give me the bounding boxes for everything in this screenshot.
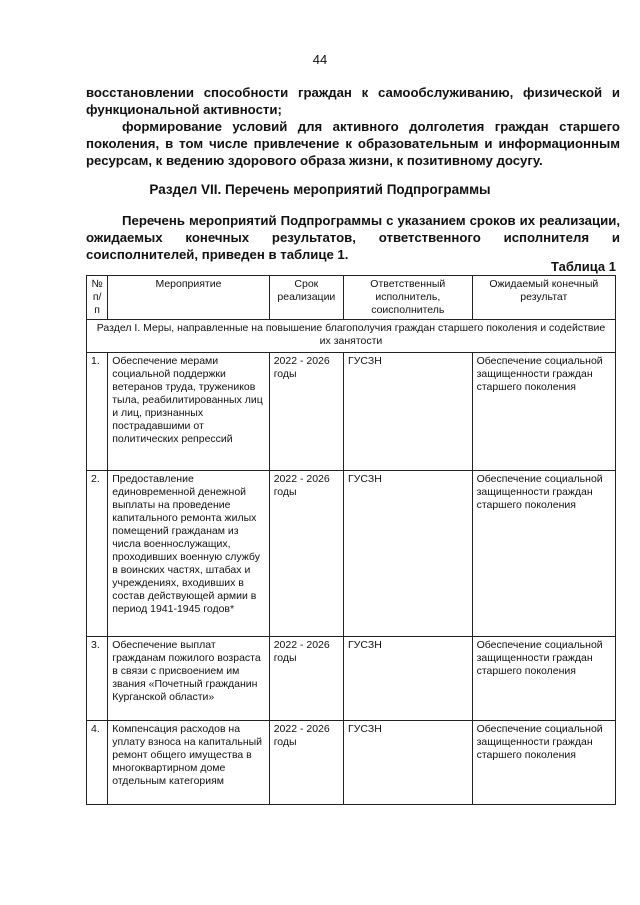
table-header-row	[87, 276, 616, 320]
cell-measure: Предоставление единовременной денежной выплаты на проведение капитального ремонта жилых помещений гражданам из числа военнослужащих, проходивших военную службу в воинских частях, штабах и учреждениях, входивших в состав действующей армии в период 1941-1945 годов*	[108, 471, 269, 637]
cell-term: 2022 - 2026 годы	[269, 721, 343, 805]
intro-text	[86, 84, 620, 169]
cell-executor: ГУСЗН	[344, 637, 473, 721]
intro-paragraph-2: формирование условий для активного долголетия граждан старшего поколения, в том числе привлечение к образовательным и информационным ресурсам, к ведению здорового образа жизни, к позитивному досугу.	[86, 119, 620, 168]
cell-executor: ГУСЗН	[344, 353, 473, 471]
cell-term: 2022 - 2026 годы	[269, 353, 343, 471]
cell-number: 1.	[87, 353, 108, 471]
table-row	[87, 721, 616, 805]
cell-result: Обеспечение социальной защищенности граждан старшего поколения	[472, 353, 615, 471]
table-row	[87, 471, 616, 637]
page-number: 44	[312, 52, 328, 67]
header-executor: Ответственный исполнитель, соисполнитель	[344, 276, 473, 320]
cell-term: 2022 - 2026 годы	[269, 471, 343, 637]
cell-number: 3.	[87, 637, 108, 721]
cell-result: Обеспечение социальной защищенности граждан старшего поколения	[472, 721, 615, 805]
section-title: Раздел VII. Перечень мероприятий Подпрограммы	[149, 182, 491, 197]
header-term: Срок реализации	[269, 276, 343, 320]
cell-number: 4.	[87, 721, 108, 805]
cell-result: Обеспечение социальной защищенности граждан старшего поколения	[472, 637, 615, 721]
intro-paragraph-1: восстановлении способности граждан к самообслуживанию, физической и функциональной активности;	[86, 85, 620, 117]
section-row-text: Раздел I. Меры, направленные на повышение благополучия граждан старшего поколения и содействие их занятости	[87, 320, 616, 353]
header-result: Ожидаемый конечный результат	[472, 276, 615, 320]
summary-paragraph: Перечень мероприятий Подпрограммы с указанием сроков их реализации, ожидаемых конечных результатов, ответственного исполнителя и соисполнителей, приведен в таблице 1.	[86, 213, 620, 262]
cell-executor: ГУСЗН	[344, 471, 473, 637]
table-row	[87, 353, 616, 471]
cell-result: Обеспечение социальной защищенности граждан старшего поколения	[472, 471, 615, 637]
table-row	[87, 637, 616, 721]
cell-measure: Обеспечение выплат гражданам пожилого возраста в связи с присвоением им звания «Почетный гражданин Курганской области»	[108, 637, 269, 721]
header-number: № п/п	[87, 276, 108, 320]
cell-measure: Компенсация расходов на уплату взноса на капитальный ремонт общего имущества в многоквартирном доме отдельным категориям	[108, 721, 269, 805]
cell-measure: Обеспечение мерами социальной поддержки ветеранов труда, тружеников тыла, реабилитированных лиц и лиц, признанных пострадавшими от политических репрессий	[108, 353, 269, 471]
table-caption: Таблица 1	[550, 259, 616, 274]
table-section-row	[87, 320, 616, 353]
cell-executor: ГУСЗН	[344, 721, 473, 805]
cell-number: 2.	[87, 471, 108, 637]
cell-term: 2022 - 2026 годы	[269, 637, 343, 721]
header-measure: Мероприятие	[108, 276, 269, 320]
measures-table	[86, 275, 616, 805]
